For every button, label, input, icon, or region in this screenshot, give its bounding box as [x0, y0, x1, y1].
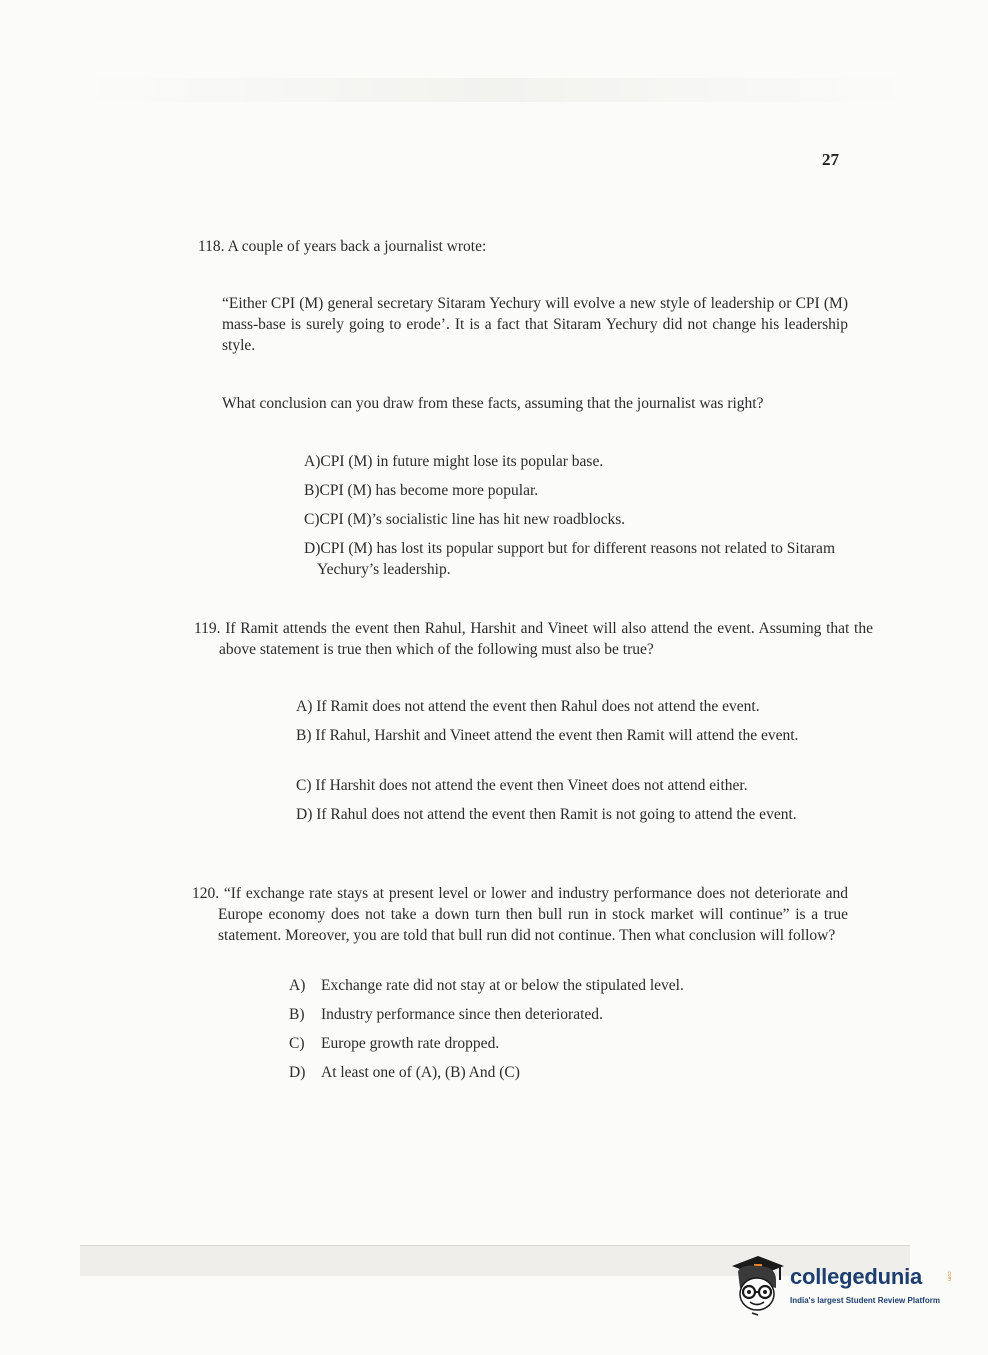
option-label: C): [289, 1035, 305, 1052]
mascot-icon: [728, 1250, 786, 1316]
question-119-stem: 119. If Ramit attends the event then Rahul, Harshit and Vineet will also attend the event. Assuming that the above statement is true then which of the following must also be true?: [194, 620, 873, 658]
option-label: A): [289, 977, 306, 994]
question-118-option-b: B)CPI (M) has become more popular.: [304, 482, 539, 499]
question-118-option-d: D)CPI (M) has lost its popular support but for different reasons not related to Sitaram Yechury’s leadership.: [304, 540, 835, 578]
question-119-option-a: A) If Ramit does not attend the event then Rahul does not attend the event.: [296, 698, 760, 715]
question-120-option-b: [289, 1004, 789, 1025]
logo-suffix: .com: [946, 1270, 952, 1281]
option-label: B): [289, 1006, 305, 1023]
question-119-option-b: B) If Rahul, Harshit and Vineet attend the event then Ramit will attend the event.: [296, 727, 799, 744]
option-label: D): [289, 1064, 306, 1081]
collegedunia-logo: [728, 1250, 958, 1320]
question-118-prompt: What conclusion can you draw from these facts, assuming that the journalist was right?: [222, 395, 764, 412]
option-text: At least one of (A), (B) And (C): [321, 1064, 520, 1081]
question-119-option-d: D) If Rahul does not attend the event then Ramit is not going to attend the event.: [296, 806, 797, 823]
question-118-option-c: C)CPI (M)’s socialistic line has hit new roadblocks.: [304, 511, 626, 528]
logo-brand: collegedunia: [790, 1264, 923, 1289]
header-bleed-through: [80, 78, 910, 102]
logo-tagline: India's largest Student Review Platform: [790, 1296, 940, 1305]
question-120-stem: 120. “If exchange rate stays at present level or lower and industry performance does not deteriorate and Europe economy does not take a down turn then bull run in stock market will continue” is a true statement. Moreover, you are told that bull run did not continue. Then what conclusion will follow?: [192, 885, 848, 944]
question-118-option-a: A)CPI (M) in future might lose its popular base.: [304, 453, 604, 470]
question-120-option-c: [289, 1033, 789, 1054]
option-text: Europe growth rate dropped.: [321, 1035, 500, 1052]
question-120-option-d: [289, 1062, 789, 1083]
option-text: Industry performance since then deteriorated.: [321, 1006, 603, 1023]
question-119-option-c: C) If Harshit does not attend the event then Vineet does not attend either.: [296, 777, 748, 794]
page-number: 27: [822, 150, 839, 169]
question-120-option-a: [289, 975, 789, 996]
question-118-quote: “Either CPI (M) general secretary Sitaram Yechury will evolve a new style of leadership or CPI (M) mass-base is surely going to erode’. It is a fact that Sitaram Yechury did not change his leadership style.: [222, 295, 848, 354]
option-text: Exchange rate did not stay at or below the stipulated level.: [321, 977, 684, 994]
question-118-stem: 118. A couple of years back a journalist wrote:: [198, 238, 487, 255]
